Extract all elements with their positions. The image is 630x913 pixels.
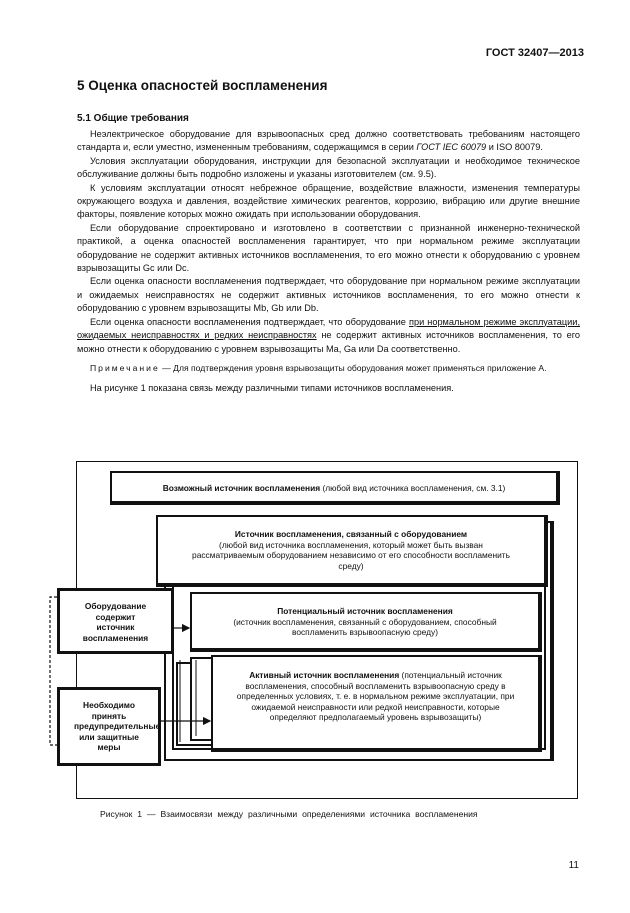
box-active-source: Активный источник воспламенения (потенциальный источник воспламенения, способный воспламенить взрывоопасную среду в определенных условиях, т. е. в нормальном режиме эксплуатации, при ожидаемой неисправности или редкой неисправности, которые определяют предполагаемый уровень взрывозащиты) bbox=[211, 655, 542, 752]
paragraph-1: Неэлектрическое оборудование для взрывоопасных сред должно соответствовать требованиям настоящего стандарта и, если уместно, измененным требованиям, содержащимся в серии ГОСТ IEC 60079 и ISO 80079. bbox=[77, 129, 580, 153]
box-protective-measures: Необходимо принять предупредительные или защитные меры bbox=[57, 687, 161, 766]
note: Примечание — Для подтверждения уровня взрывозащиты оборудования может применяться приложение А. bbox=[90, 362, 547, 373]
paragraph-5: Если оценка опасности воспламенения подтверждает, что оборудование при нормальном режиме эксплуатации и ожидаемых неисправностях не содержит активных источников воспламенения, то его можно отнести к оборудованию с уровнем взрывозащиты Mb, Gb или Db. bbox=[77, 276, 580, 314]
figure-intro: На рисунке 1 показана связь между различными типами источников воспламенения. bbox=[90, 383, 454, 394]
box-potential-source: Потенциальный источник воспламенения (источник воспламенения, связанный с оборудованием, способный воспламенить взрывоопасную среду) bbox=[190, 592, 542, 652]
paragraph-6: Если оценка опасности воспламенения подтверждает, что оборудование при нормальном режиме эксплуатации, ожидаемых неисправностях и редких неисправностях не содержит активных источников воспламенения, то его можно отнести к оборудованию с уровнем взрывозащиты Ma, Ga или Da соответственно. bbox=[77, 316, 580, 354]
box-equipment-contains-source: Оборудование содержит источник воспламенения bbox=[57, 588, 174, 654]
box-possible-ignition-source: Возможный источник воспламенения (любой вид источника воспламенения, см. 3.1) bbox=[110, 471, 560, 505]
box-equipment-related-source: Источник воспламенения, связанный с оборудованием (любой вид источника воспламенения, который может быть вызван рассматриваемым оборудованием независимо от его способности воспламенить среду) bbox=[156, 515, 548, 587]
document-code: ГОСТ 32407—2013 bbox=[485, 47, 584, 59]
page-number: 11 bbox=[568, 860, 579, 871]
paragraph-3: К условиям эксплуатации относят небрежное обращение, воздействие влажности, изменения температуры окружающего воздуха и давления, воздействие химических реагентов, коррозию, вибрацию или другие внешние факторы, появление которых можно ожидать при использовании оборудования. bbox=[77, 182, 580, 220]
section-title: 5 Оценка опасностей воспламенения bbox=[77, 78, 328, 93]
figure-caption: Рисунок 1 — Взаимосвязи между различными определениями источника воспламенения bbox=[100, 809, 478, 819]
paragraph-4: Если оборудование спроектировано и изготовлено в соответствии с признанной инженерно-технической практикой, а оценка опасностей воспламенения гарантирует, что при нормальном режиме эксплуатации оборудование не содержит активных источников воспламенения, то его можно отнести к оборудованию с уровнем взрывозащиты Gc или Dc. bbox=[77, 222, 580, 274]
subsection-title: 5.1 Общие требования bbox=[77, 113, 189, 124]
paragraph-2: Условия эксплуатации оборудования, инструкции для безопасной эксплуатации и необходимое техническое обслуживание должны быть подробно изложены и указаны изготовителем (см. 9.5). bbox=[77, 155, 580, 180]
